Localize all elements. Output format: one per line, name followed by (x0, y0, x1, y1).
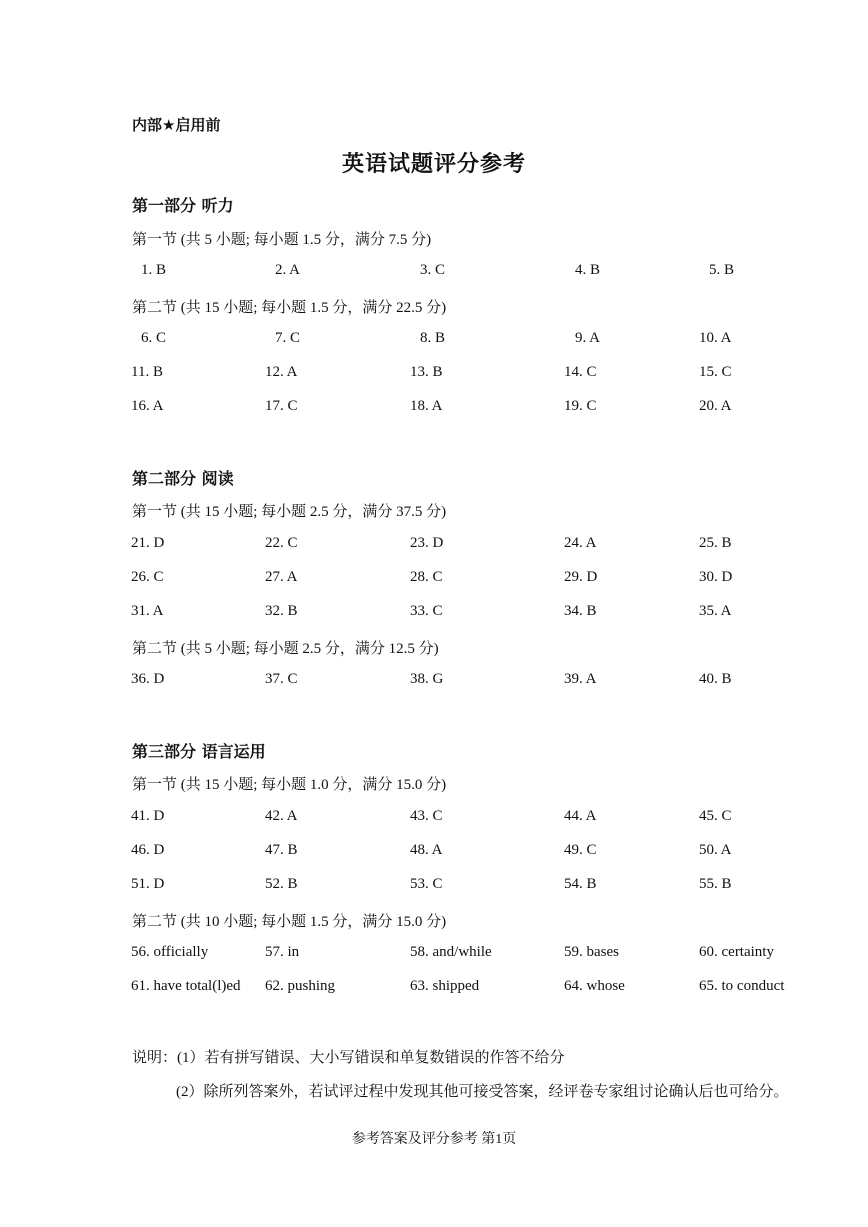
answer-cell: 5. B (709, 262, 735, 278)
answer-cell: 7. C (275, 330, 301, 346)
answer-cell: 8. B (420, 330, 446, 346)
answer-cell: 18. A (410, 398, 443, 414)
answer-cell: 47. B (265, 842, 298, 858)
answer-cell: 50. A (699, 842, 732, 858)
answer-cell: 10. A (699, 330, 732, 346)
answer-cell: 2. A (275, 262, 301, 278)
answer-cell: 12. A (265, 364, 298, 380)
part-title-language-use: 第三部分 语言运用 (132, 742, 266, 761)
answer-row (0, 330, 868, 350)
answer-cell: 6. C (141, 330, 167, 346)
answer-row (0, 398, 868, 418)
answer-cell: 48. A (410, 842, 443, 858)
answer-cell: 36. D (131, 671, 165, 687)
answer-row (0, 364, 868, 384)
answer-cell: 62. pushing (265, 978, 336, 994)
answer-cell: 55. B (699, 876, 732, 892)
answer-row (0, 603, 868, 623)
answer-cell: 57. in (265, 944, 300, 960)
answer-cell: 65. to conduct (699, 978, 785, 994)
answer-cell: 27. A (265, 569, 298, 585)
answer-cell: 59. bases (564, 944, 619, 960)
note-2: (2）除所列答案外，若试评过程中发现其他可接受答案，经评卷专家组讨论确认后也可给分。 (176, 1084, 789, 1100)
answer-cell: 9. A (575, 330, 601, 346)
answer-cell: 41. D (131, 808, 165, 824)
answer-cell: 29. D (564, 569, 598, 585)
answer-cell: 49. C (564, 842, 597, 858)
answer-cell: 46. D (131, 842, 165, 858)
section-title: 第二节 (共 15 小题; 每小题 1.5 分，满分 22.5 分) (132, 300, 447, 316)
answer-cell: 44. A (564, 808, 597, 824)
page-title: 英语试题评分参考 (341, 152, 526, 177)
section-title: 第二节 (共 5 小题; 每小题 2.5 分，满分 12.5 分) (132, 641, 439, 657)
answer-cell: 54. B (564, 876, 597, 892)
confidential-mark: 内部★启用前 (132, 116, 221, 134)
answer-cell: 30. D (699, 569, 733, 585)
section-title: 第一节 (共 15 小题; 每小题 2.5 分，满分 37.5 分) (132, 504, 447, 520)
answer-cell: 32. B (265, 603, 298, 619)
answer-row (0, 944, 868, 964)
section-title: 第一节 (共 5 小题; 每小题 1.5 分，满分 7.5 分) (132, 232, 432, 248)
answer-cell: 23. D (410, 535, 444, 551)
answer-cell: 58. and/while (410, 944, 492, 960)
answer-cell: 11. B (131, 364, 163, 380)
answer-cell: 16. A (131, 398, 164, 414)
part-title-listening: 第一部分 听力 (132, 196, 234, 215)
answer-row (0, 978, 868, 998)
answer-cell: 40. B (699, 671, 732, 687)
answer-cell: 19. C (564, 398, 597, 414)
answer-cell: 61. have total(l)ed (131, 978, 241, 994)
answer-cell: 31. A (131, 603, 164, 619)
answer-cell: 37. C (265, 671, 298, 687)
part-title-reading: 第二部分 阅读 (132, 469, 234, 488)
answer-cell: 22. C (265, 535, 298, 551)
answer-cell: 52. B (265, 876, 298, 892)
note-1: 说明：(1）若有拼写错误、大小写错误和单复数错误的作答不给分 (132, 1050, 565, 1066)
answer-cell: 20. A (699, 398, 732, 414)
answer-cell: 39. A (564, 671, 597, 687)
answer-cell: 24. A (564, 535, 597, 551)
answer-row (0, 262, 868, 282)
section-title: 第二节 (共 10 小题; 每小题 1.5 分，满分 15.0 分) (132, 914, 447, 930)
answer-cell: 17. C (265, 398, 298, 414)
answer-cell: 26. C (131, 569, 164, 585)
answer-row (0, 535, 868, 555)
answer-cell: 53. C (410, 876, 443, 892)
answer-cell: 42. A (265, 808, 298, 824)
answer-cell: 64. whose (564, 978, 625, 994)
answer-cell: 38. G (410, 671, 444, 687)
answer-cell: 25. B (699, 535, 732, 551)
answer-cell: 4. B (575, 262, 601, 278)
answer-cell: 35. A (699, 603, 732, 619)
answer-cell: 14. C (564, 364, 597, 380)
answer-cell: 13. B (410, 364, 443, 380)
answer-cell: 34. B (564, 603, 597, 619)
answer-cell: 60. certainty (699, 944, 774, 960)
answer-row (0, 569, 868, 589)
answer-row (0, 842, 868, 862)
page-footer: 参考答案及评分参考 第1页 (351, 1132, 517, 1147)
answer-cell: 56. officially (131, 944, 209, 960)
answer-cell: 21. D (131, 535, 165, 551)
answer-cell: 33. C (410, 603, 443, 619)
answer-cell: 51. D (131, 876, 165, 892)
answer-cell: 45. C (699, 808, 732, 824)
section-title: 第一节 (共 15 小题; 每小题 1.0 分，满分 15.0 分) (132, 777, 447, 793)
answer-cell: 1. B (141, 262, 167, 278)
answer-cell: 15. C (699, 364, 732, 380)
answer-cell: 3. C (420, 262, 446, 278)
answer-row (0, 808, 868, 828)
answer-row (0, 671, 868, 691)
answer-cell: 43. C (410, 808, 443, 824)
answer-cell: 63. shipped (410, 978, 480, 994)
answer-row (0, 876, 868, 896)
answer-cell: 28. C (410, 569, 443, 585)
